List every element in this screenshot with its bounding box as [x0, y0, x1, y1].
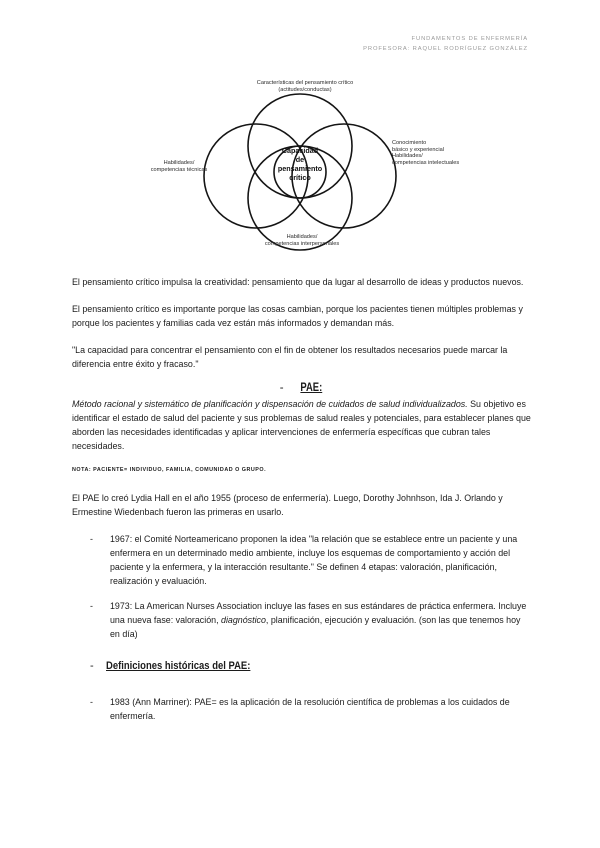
- label-attitudes: Características del pensamiento crítico (actitudes/conductas): [256, 80, 354, 93]
- paragraph-pae-definition: Método racional y sistemático de planificación y dispensación de cuidados de salud individualizados. Su objetivo es identificar el estado de salud del paciente y sus problemas de salud reales y potenciales, para establecer planes que aborden las necesidades identificadas y aplicar intervenciones de enfermería específicas que cubran tales necesidades.: [72, 399, 531, 451]
- list-item: - 1967: el Comité Norteamericano proponen la idea "la relación que se establece entre un paciente y una enfermera en un determinado medio ambiente, incluye los esquemas de comportamiento y acción del paciente y la enfermera, y la interacción resultante." Se definen 4 etapas: valoración, planificación, realización y evaluación.: [90, 534, 518, 586]
- note-patient: NOTA: PACIENTE= INDIVIDUO, FAMILIA, COMUNIDAD O GRUPO.: [72, 467, 267, 473]
- header-course: FUNDAMENTOS DE ENFERMERÍA: [411, 36, 528, 42]
- pae-heading: - PAE:: [279, 382, 322, 394]
- definitions-list: [90, 695, 532, 723]
- page-header: [363, 34, 528, 54]
- paragraph-importance: El pensamiento crítico es importante porque las cosas cambian, porque los pacientes tienen múltiples problemas y porque los pacientes y familias cada vez están más informados y demandan más.: [72, 304, 523, 328]
- paragraph-history: El PAE lo creó Lydia Hall en el año 1955 (proceso de enfermería). Luego, Dorothy Johnhson, Ida J. Orlando y Ermestine Wiedenbach fueron las primeras en usarlo.: [72, 493, 503, 517]
- header-professor: PROFESORA: RAQUEL RODRÍGUEZ GONZÁLEZ: [363, 46, 528, 52]
- document-body: [72, 275, 532, 734]
- definitions-title: Definiciones históricas del PAE:: [105, 660, 251, 672]
- critical-thinking-diagram: [140, 74, 460, 254]
- center-label: Capacidad de pensamiento crítico: [277, 146, 323, 182]
- paragraph-quote: "La capacidad para concentrar el pensamiento con el fin de obtener los resultados necesarios puede marcar la diferencia entre éxito y fracaso.": [72, 345, 508, 369]
- label-technical-skills: Habilidades/ competencias técnicas: [150, 160, 208, 173]
- definitions-heading: - Definiciones históricas del PAE:: [90, 660, 251, 672]
- list-item: - 1973: La American Nurses Association incluye las fases en sus estándares de práctica enfermera. Incluye una nueva fase: valoración, diagnóstico, planificación, ejecución y evaluación. (son las que tenemos hoy en día): [90, 601, 527, 639]
- history-list: [90, 532, 532, 641]
- paragraph-creativity: El pensamiento crítico impulsa la creatividad: pensamiento que da lugar al desarrollo de ideas y productos nuevos.: [72, 277, 524, 287]
- label-interpersonal: Habilidades/ competencias interpersonales: [264, 234, 340, 247]
- label-knowledge: Conocimiento básico y experiencial Habilidades/ competencias intelectuales: [392, 140, 460, 166]
- pae-title: PAE:: [300, 382, 322, 394]
- list-item: - 1983 (Ann Marriner): PAE= es la aplicación de la resolución científica de problemas a los cuidados de enfermería.: [90, 697, 510, 721]
